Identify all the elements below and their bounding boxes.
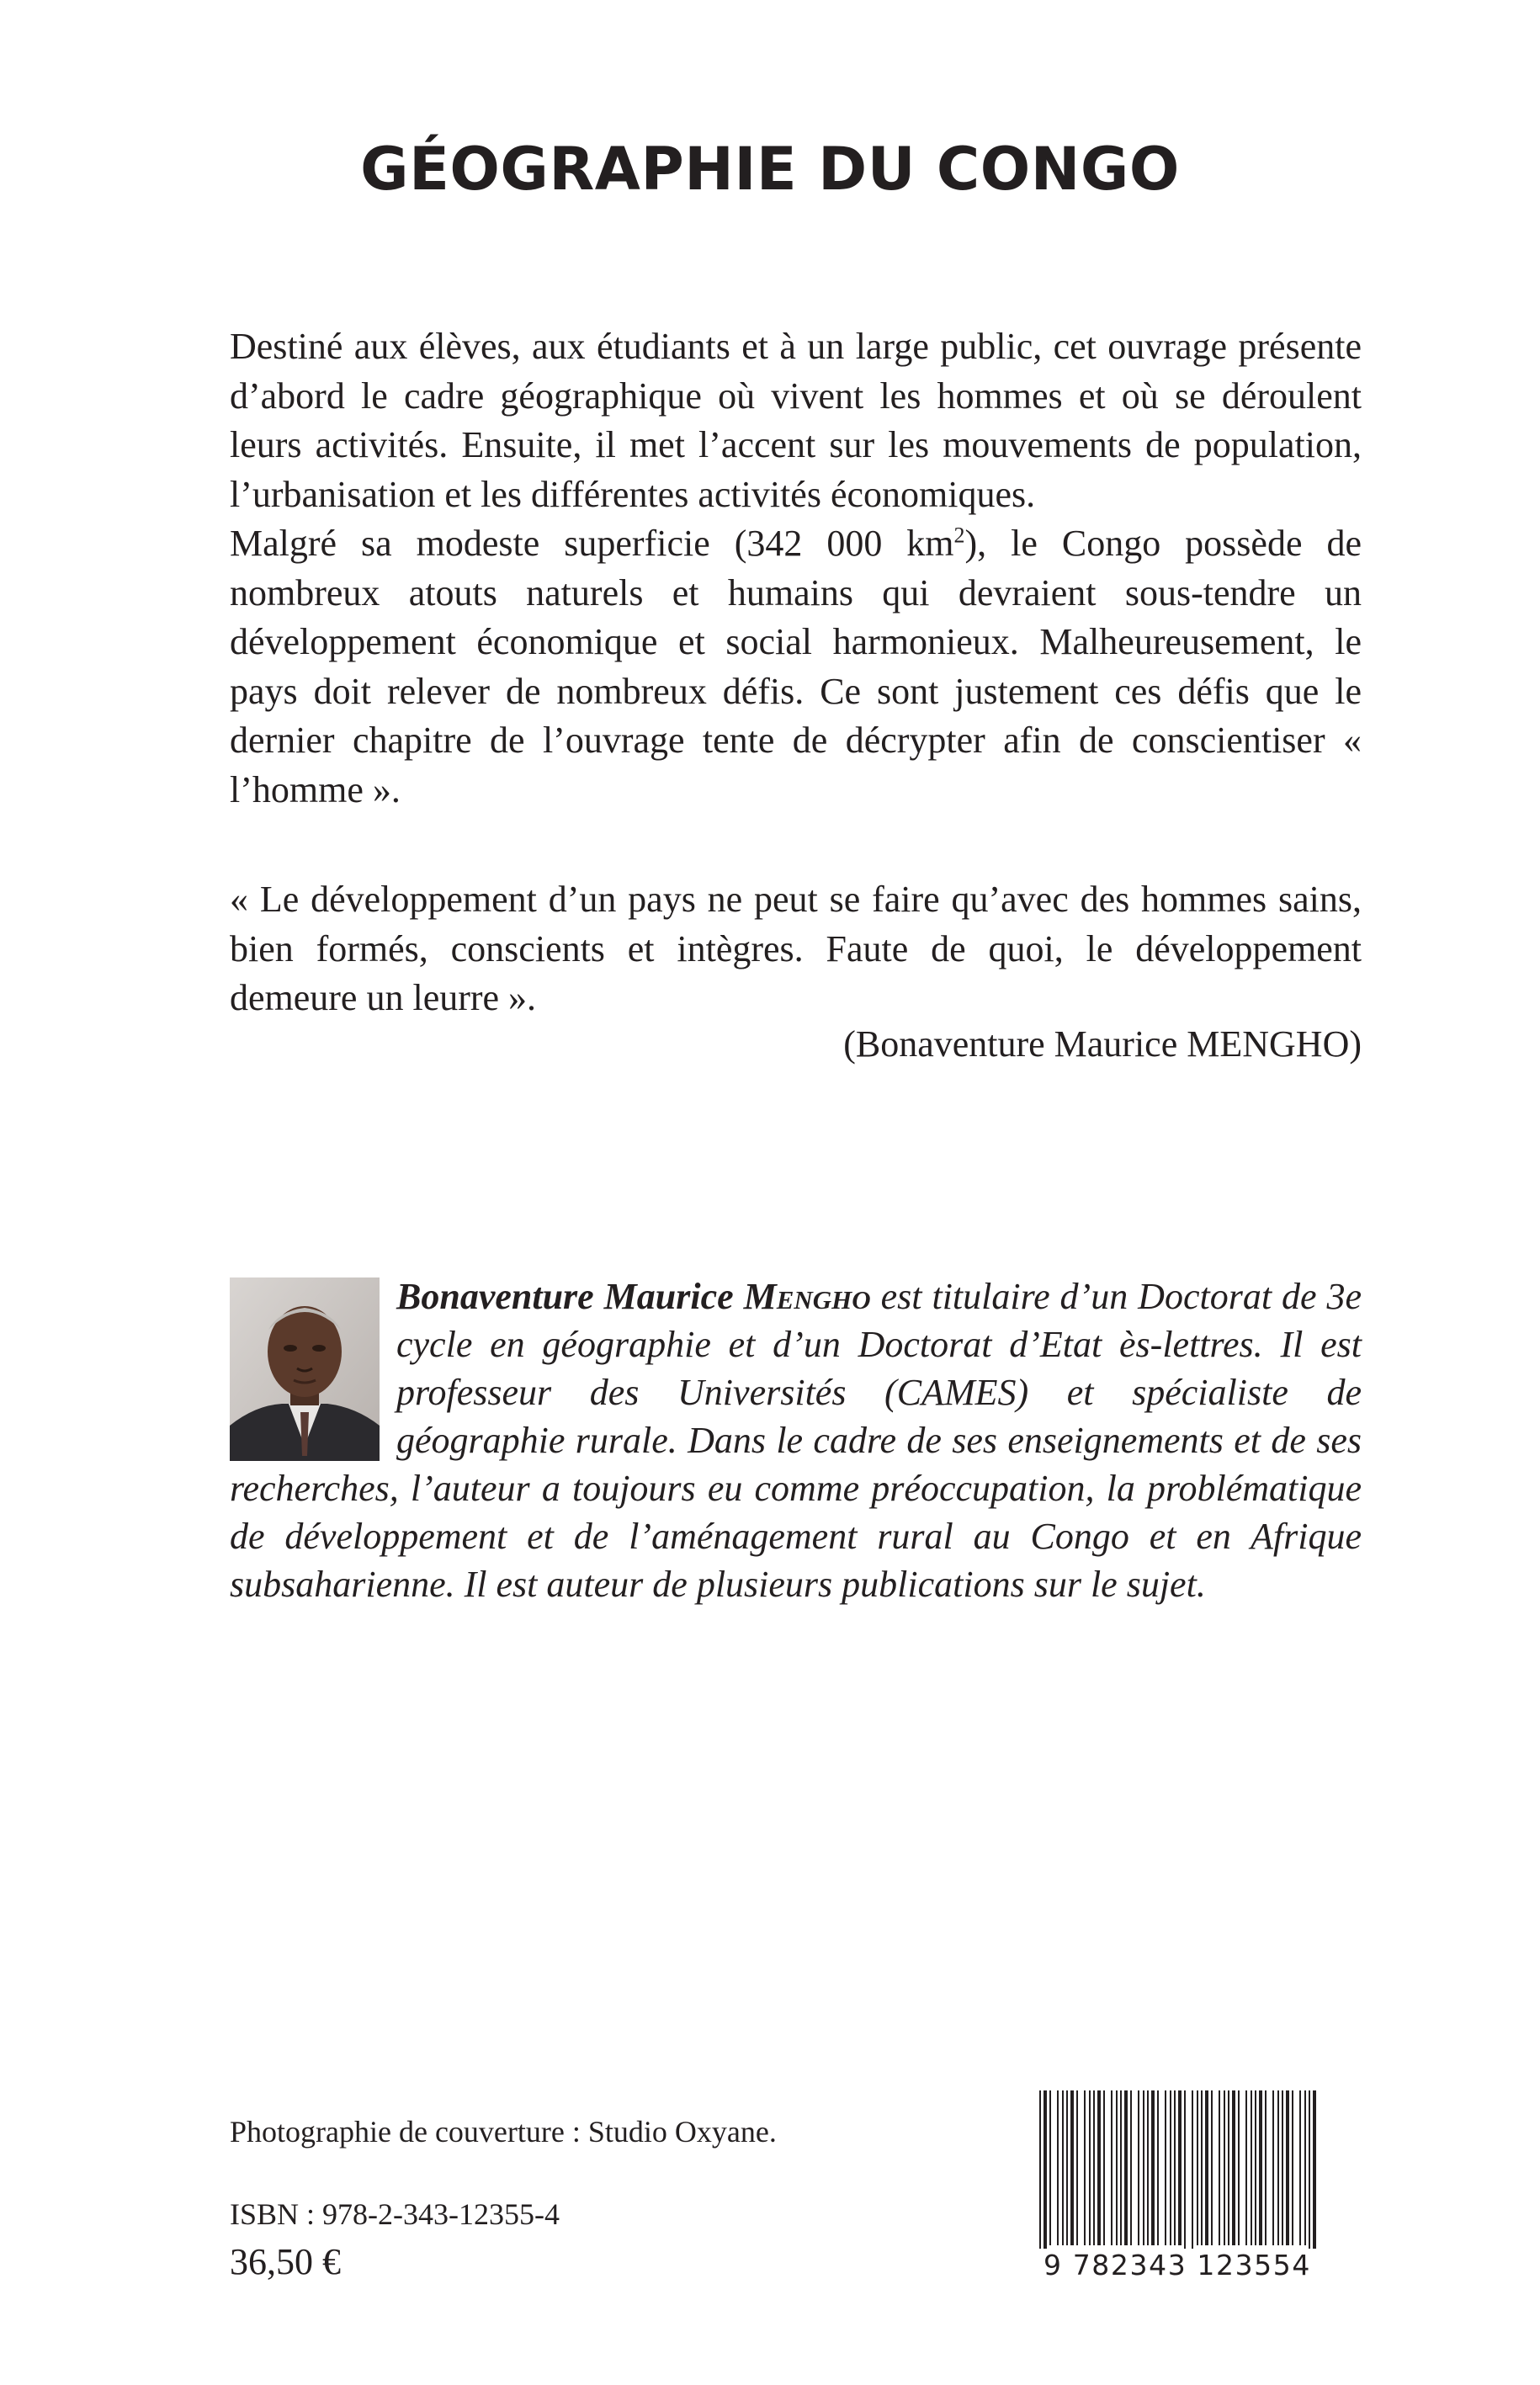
barcode-bar — [1124, 2090, 1128, 2245]
barcode-bar — [1192, 2090, 1193, 2259]
quote-attribution: (Bonaventure Maurice MENGHO) — [843, 1023, 1362, 1065]
barcode-bar — [1147, 2090, 1149, 2245]
barcode-bar — [1174, 2090, 1176, 2245]
barcode-bar — [1211, 2090, 1213, 2245]
barcode-bar — [1066, 2090, 1068, 2245]
barcode-bar — [1116, 2090, 1118, 2245]
barcode-bar — [1057, 2090, 1059, 2245]
barcode-bar — [1039, 2090, 1041, 2259]
barcode-bar — [1120, 2090, 1122, 2245]
barcode-bar — [1265, 2090, 1267, 2245]
quote-block — [230, 875, 1362, 1023]
barcode-bar — [1299, 2090, 1301, 2245]
barcode-bar — [1049, 2090, 1051, 2245]
barcode-bar — [1103, 2090, 1105, 2245]
barcode-bar — [1282, 2090, 1283, 2245]
barcode-bar — [1084, 2090, 1086, 2245]
description-p2-start: Malgré sa modeste superficie (342 000 km — [230, 523, 954, 564]
barcode-bar — [1062, 2090, 1064, 2245]
barcode-bar — [1165, 2090, 1166, 2245]
barcode-bar — [1259, 2090, 1262, 2245]
barcode-bar — [1292, 2090, 1293, 2245]
barcode-bar — [1138, 2090, 1139, 2245]
barcode-bar — [1111, 2090, 1113, 2245]
barcode-bar — [1043, 2090, 1047, 2259]
barcode-number: 9 782343 123554 — [1038, 2249, 1317, 2281]
barcode-bar — [1313, 2090, 1316, 2259]
barcode-bar — [1157, 2090, 1159, 2245]
barcode-bar — [1143, 2090, 1144, 2245]
barcode-bar — [1076, 2090, 1078, 2245]
barcode-bar — [1151, 2090, 1155, 2245]
photo-credit: Photographie de couverture : Studio Oxyane. — [230, 2115, 777, 2149]
barcode-bar — [1178, 2090, 1182, 2245]
barcode-bar — [1286, 2090, 1289, 2245]
barcode-bar — [1170, 2090, 1171, 2245]
barcode-bar — [1245, 2090, 1247, 2245]
author-bio-text: est titulaire d’un Doctorat de 3e cycle en géographie et d’un Doctorat d’Etat ès-lettres. Il est professeur des Universités (CAMES) et spécialiste de géographie rurale. Dans le cadre de ses enseignements et de ses recherches, l’auteur a toujours eu comme préoccupation, la problématique de développement et de l’aménagement rural au Congo et en Afrique subsaharienne. Il est auteur de plusieurs publications sur le sujet. — [230, 1276, 1362, 1605]
barcode-bar — [1309, 2090, 1310, 2259]
barcode-bar — [1219, 2090, 1220, 2245]
barcode-bar — [1205, 2090, 1208, 2245]
barcode-bar — [1197, 2090, 1198, 2245]
barcode-bar — [1089, 2090, 1091, 2245]
barcode-bar — [1304, 2090, 1306, 2245]
barcode-bar — [1093, 2090, 1095, 2245]
barcode-bar — [1224, 2090, 1225, 2245]
barcode-bar — [1272, 2090, 1274, 2245]
barcode-bar — [1251, 2090, 1252, 2245]
isbn: ISBN : 978-2-343-12355-4 — [230, 2197, 560, 2231]
barcode-bar — [1184, 2090, 1186, 2259]
barcode-bar — [1130, 2090, 1132, 2245]
description-paragraph-2 — [230, 519, 1362, 815]
barcode-bar — [1097, 2090, 1101, 2245]
barcode-bar — [1255, 2090, 1256, 2245]
barcode-bar — [1228, 2090, 1229, 2245]
superscript: 2 — [953, 523, 965, 548]
price: 36,50 € — [230, 2241, 341, 2282]
barcode-bar — [1232, 2090, 1235, 2245]
description-p2-end: ), le Congo possède de nombreux atouts naturels et humains qui devraient sous-tendre un développement économique et social harmonieux. Malheureusement, le pays doit relever de nombreux défis. Ce sont justement ces défis que le dernier chapitre de l’ouvrage tente de décrypter afin de conscientiser « l’homme ». — [230, 523, 1362, 810]
barcode-bar — [1201, 2090, 1203, 2245]
barcode-bar — [1238, 2090, 1240, 2245]
quote-text: « Le développement d’un pays ne peut se faire qu’avec des hommes sains, bien formés, conscients et intègres. Faute de quoi, le développement demeure un leurre ». — [230, 879, 1362, 1018]
barcode-bar — [1277, 2090, 1279, 2245]
book-title: GÉOGRAPHIE DU CONGO — [360, 135, 1180, 204]
description-paragraph-1: Destiné aux élèves, aux étudiants et à un large public, cet ouvrage présente d’abord le cadre géographique où vivent les hommes et où se déroulent leurs activités. Ensuite, il met l’accent sur les mouvements de population, l’urbanisation et les différentes activités économiques. — [230, 326, 1362, 515]
description-block — [230, 322, 1362, 815]
author-name: Bonaventure Maurice Mengho — [396, 1276, 871, 1317]
barcode-bar — [1070, 2090, 1074, 2245]
author-bio — [230, 1272, 1362, 1608]
